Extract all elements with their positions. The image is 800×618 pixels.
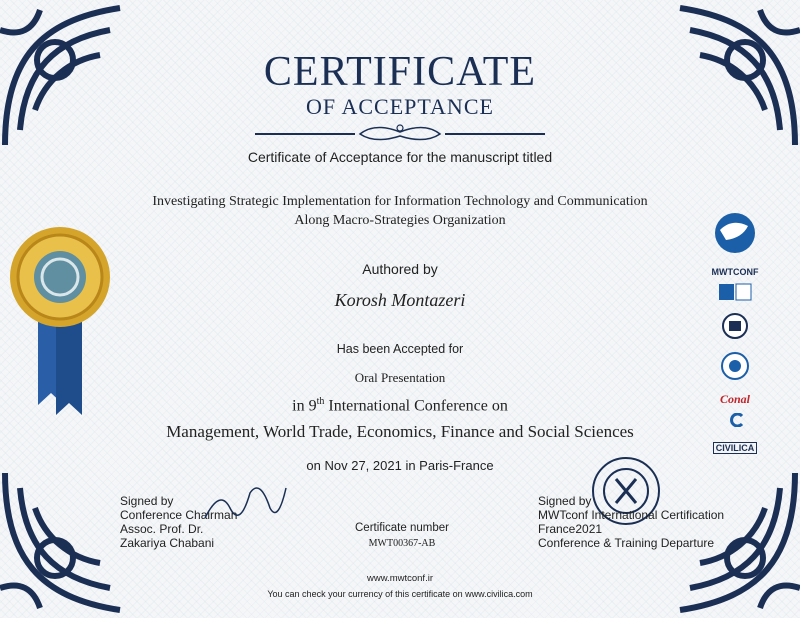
conference-suffix: International Conference on (324, 397, 508, 415)
signature-scribble-left (200, 478, 290, 533)
civilica-logo-icon (700, 413, 770, 432)
signer-role: Conference Chairman (120, 508, 238, 522)
authored-by-label: Authored by (362, 261, 438, 277)
divider-ornament-icon (255, 120, 545, 144)
signature-right (538, 494, 724, 550)
website-link[interactable]: www.mwtconf.ir (367, 573, 433, 584)
conference-ordinal: th (316, 396, 325, 407)
presentation-type: Oral Presentation (354, 370, 446, 385)
globe-logo-icon (700, 210, 770, 261)
emblem-logo-icon (700, 312, 770, 345)
author-name: Korosh Montazeri (334, 290, 466, 310)
certificate-number-label: Certificate number (355, 522, 449, 534)
certificate-subtitle: OF ACCEPTANCE (306, 94, 494, 119)
signer-org: MWTconf International Certification (538, 508, 725, 522)
signer-title: Assoc. Prof. Dr. (120, 522, 204, 536)
acceptance-intro: Certificate of Acceptance for the manuscript titled (247, 149, 553, 165)
manuscript-title-line1: Investigating Strategic Implementation for Information Technology and Communication (152, 194, 648, 209)
signer-name: Zakariya Chabani (120, 536, 215, 550)
accepted-for-label: Has been Accepted for (336, 342, 464, 356)
signer-location: France2021 (538, 522, 603, 536)
manuscript-title-line2: Along Macro-Strategies Organization (294, 213, 506, 228)
signed-by-label: Signed by (120, 494, 174, 508)
signer-department: Conference & Training Departure (538, 536, 715, 550)
signed-by-label-right: Signed by (538, 494, 592, 508)
award-medal-icon (6, 225, 114, 425)
circle-logo-icon (700, 351, 770, 386)
conference-prefix: in 9 (292, 397, 317, 415)
manuscript-title (0, 192, 800, 230)
certificate-number-value: MWT00367-AB (368, 538, 436, 549)
badge-logo-icon (700, 283, 770, 306)
partner-logos (700, 210, 770, 462)
date-place: on Nov 27, 2021 in Paris-France (306, 458, 494, 473)
mwtconf-logo-text: MWTCONF (711, 267, 759, 277)
conal-logo: Conal (719, 392, 750, 406)
certificate-number-block (355, 521, 449, 551)
verification-note: You can check your currency of this certificate on www.civilica.com (267, 589, 533, 599)
conference-line (0, 396, 800, 415)
civilica-logo-text: CIVILICA (713, 442, 758, 454)
certificate-title: CERTIFICATE (263, 49, 537, 95)
conference-title: Management, World Trade, Economics, Finance and Social Sciences (166, 422, 634, 441)
